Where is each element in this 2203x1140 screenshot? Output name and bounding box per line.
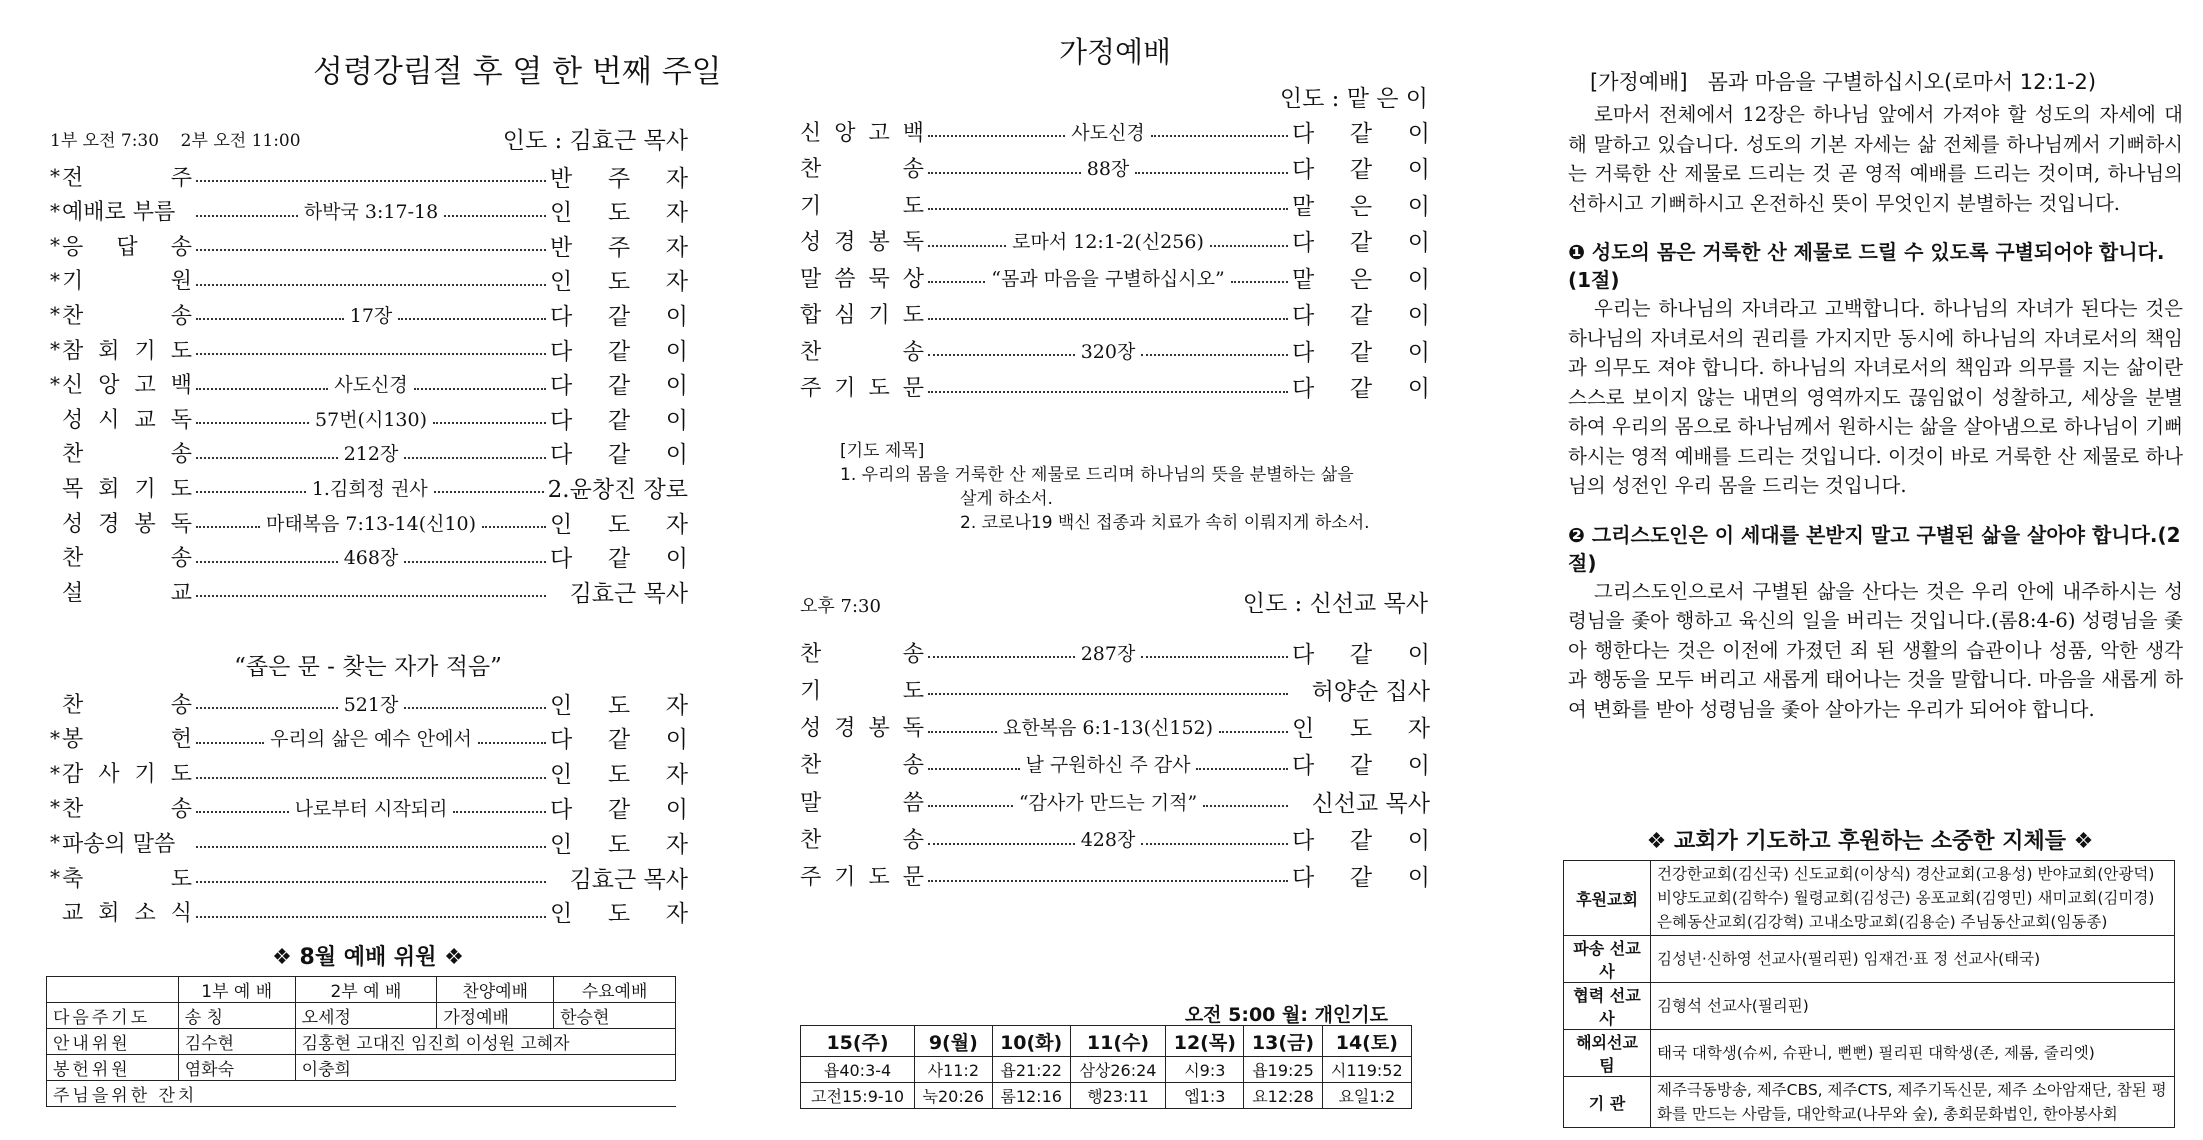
order-item-who: 인 도 자 <box>550 692 688 719</box>
reading-header <box>801 1026 1412 1057</box>
support-text: 김성년·신하영 선교사(필리핀) 임재건·표 정 선교사(태국) <box>1651 936 2175 983</box>
leader-dots <box>1135 172 1288 174</box>
leader-dots <box>196 249 546 251</box>
leader-dots <box>404 457 546 459</box>
order-item-name: 예배로 부름 <box>62 200 176 226</box>
committee-cell: 한승현 <box>554 1003 676 1029</box>
leader-dots <box>398 318 546 320</box>
order-row <box>800 859 1430 893</box>
reading-cell: 11(수) <box>1070 1026 1165 1057</box>
reading-cell: 욥19:25 <box>1244 1057 1322 1083</box>
order-row <box>48 263 688 297</box>
reading-cell: 12(목) <box>1166 1026 1244 1057</box>
order-item-name: 교 회 소 식 <box>62 901 192 927</box>
intro-paragraph: 로마서 전체에서 12장은 하나님 앞에서 가져야 할 성도의 자세에 대해 말하고 있습니다. 성도의 기본 자세는 삶 전체를 하나님께서 기뻐하시는 거룩한 산 제물로 드리는 것 곧 영적 예배를 드리는 것이며, 하나님의 선하시고 기뻐하시고 온전하신 뜻이 무엇인지 분별하는 것입니다. <box>1568 103 2183 215</box>
leader-dots <box>928 880 1288 882</box>
committee-cell: 2부 예 배 <box>295 977 437 1003</box>
order-row <box>48 860 688 894</box>
point-1-body: 우리는 하나님의 자녀라고 고백합니다. 하나님의 자녀가 된다는 것은 하나님의 자녀로서의 권리를 가지지만 동시에 하나님의 자녀로서의 책임과 의무도 져야 합니다. 하나님의 자녀로서의 책임과 의무를 지는 삶이란 스스로 보이지 않는 내면의 영역까지도 끊임없이 성찰하고, 세상을 분별하여 우리의 몸으로 하나님께서 원하시는 삶을 살아냄으로 하나님이 기뻐하시는 영적 예배를 드리는 것입니다. 이것이 바로 거룩한 산 제물로 하나님의 성전인 우리 몸을 드리는 것입니다. <box>1568 297 2183 497</box>
committee-cell: 이충희 <box>295 1055 675 1081</box>
required-mark: * <box>50 371 60 396</box>
required-mark: * <box>50 830 60 855</box>
order-item-who: 인 도 자 <box>550 511 689 538</box>
order-item-detail: 날 구원하신 주 감사 <box>1025 754 1191 777</box>
committee-cell: 봉헌위원 <box>47 1055 179 1081</box>
order-item-name: 합 심 기 도 <box>800 303 924 328</box>
order-row <box>48 436 688 470</box>
prayer-heading: [기도 제목] <box>840 441 925 461</box>
order-row <box>48 756 688 790</box>
service-times: 1부 오전 7:30 2부 오전 11:00 <box>50 131 301 151</box>
reading-cell: 엡1:3 <box>1166 1083 1244 1109</box>
order-row <box>48 297 688 331</box>
reading-cell: 눅20:26 <box>915 1083 993 1109</box>
leader-dots <box>196 491 306 493</box>
order-item-who: 신선교 목사 <box>1311 790 1430 817</box>
order-item-name: 응 답 송 <box>62 234 192 260</box>
order-item-detail: “감사가 만드는 기적” <box>1018 791 1198 814</box>
order-item-name: 목 회 기 도 <box>62 476 192 502</box>
order-item-detail: 사도신경 <box>1071 121 1145 144</box>
required-mark: * <box>50 198 60 223</box>
support-label: 기 관 <box>1564 1077 1651 1128</box>
order-item-who: 반 주 자 <box>550 165 688 192</box>
leader-dots <box>196 284 546 286</box>
order-row <box>800 635 1430 669</box>
order-row <box>800 747 1430 781</box>
committee-cell: 가정예배 <box>437 1003 554 1029</box>
order-item-name: 말 씀 <box>800 790 924 816</box>
leader-dots <box>928 245 1006 247</box>
meditation-heading <box>1590 66 2096 96</box>
order-item-who: 다 같 이 <box>1292 157 1430 183</box>
order-row <box>800 370 1430 404</box>
order-item-name: 찬 송 <box>800 339 924 365</box>
order-item-who: 허양순 집사 <box>1311 678 1430 705</box>
support-row <box>1564 1077 2175 1128</box>
leader-dots <box>196 422 309 424</box>
order-item-detail: 428장 <box>1080 829 1136 851</box>
order-item-name: 찬 송 <box>62 303 192 329</box>
leader-dots <box>928 391 1288 393</box>
order-row <box>800 784 1430 818</box>
order-item-name: 신 앙 고 백 <box>800 120 924 146</box>
leader-dots <box>928 731 997 733</box>
order-item-name: 찬 송 <box>62 692 192 718</box>
required-mark: * <box>50 267 60 292</box>
support-label: 파송 선교사 <box>1564 936 1651 983</box>
leader-dots <box>1141 354 1288 356</box>
order-row <box>800 333 1430 367</box>
committee-table <box>46 976 676 1107</box>
order-item-who: 다 같 이 <box>1292 120 1431 147</box>
committee-cell: 찬양예배 <box>437 977 554 1003</box>
support-row <box>1564 936 2175 983</box>
order-item-who: 인 도 자 <box>550 200 688 227</box>
prayer-item-2: 2. 코로나19 백신 접종과 치료가 속히 이뤄지게 하소서. <box>960 513 1370 533</box>
leader-dots <box>196 353 546 355</box>
order-item-who: 인 도 자 <box>550 762 688 789</box>
leader-dots <box>928 656 1075 658</box>
order-item-name: 신 앙 고 백 <box>62 373 192 399</box>
support-text: 태국 대학생(슈씨, 슈판니, 뻔뻔) 필리핀 대학생(존, 제롬, 줄리엣) <box>1651 1030 2175 1077</box>
order-item-name: 참 회 기 도 <box>62 338 192 364</box>
order-item-name: 찬 송 <box>800 828 924 853</box>
leader-dots <box>196 707 338 709</box>
order-item-who: 다 같 이 <box>1292 865 1430 892</box>
order-row <box>48 790 688 824</box>
leader-dots <box>434 491 544 493</box>
support-text: 김형석 선교사(필리핀) <box>1651 983 2175 1030</box>
leader-dots <box>1196 768 1288 770</box>
reading-cell: 욥21:22 <box>992 1057 1070 1083</box>
order-row <box>48 540 688 574</box>
order-item-who: 인 도 자 <box>550 901 688 928</box>
required-mark: * <box>50 233 60 258</box>
order-item-who: 다 같 이 <box>550 727 689 754</box>
order-item-who: 김효근 목사 <box>569 580 688 607</box>
leader-dots <box>928 354 1075 356</box>
order-item-detail: “몸과 마음을 구별하십시오” <box>991 267 1225 290</box>
order-item-name: 감 사 기 도 <box>62 762 192 788</box>
order-item-detail: 57번(시130) <box>315 408 427 431</box>
order-row <box>800 224 1430 258</box>
support-row <box>1564 861 2175 936</box>
order-item-detail: 521장 <box>343 693 399 716</box>
support-label: 후원교회 <box>1564 861 1651 936</box>
order-item-name: 찬 송 <box>800 157 924 182</box>
reading-cell: 시119:52 <box>1322 1057 1411 1083</box>
leader-dots <box>414 388 546 390</box>
leader-dots <box>433 422 546 424</box>
order-item-who: 다 같 이 <box>1292 230 1431 256</box>
evening-time: 오후 7:30 <box>800 596 881 617</box>
order-item-who: 다 같 이 <box>550 442 688 469</box>
committee-row <box>47 1055 676 1081</box>
order-item-who: 다 같 이 <box>1292 339 1430 366</box>
prayer-item-1: 1. 우리의 몸을 거룩한 산 제물로 드리며 하나님의 뜻을 분별하는 삶을 <box>840 465 1354 485</box>
leader-dots <box>196 388 328 390</box>
leader-dots <box>453 811 546 813</box>
order-row <box>48 332 688 366</box>
order-row <box>48 574 688 608</box>
order-item-who: 다 같 이 <box>550 546 688 573</box>
committee-cell: 김홍현 고대진 임진희 이성원 고혜자 <box>295 1029 675 1055</box>
order-item-detail: 마태복음 7:13-14(신10) <box>265 512 477 535</box>
order-item-name: 찬 송 <box>62 442 192 468</box>
order-item-name: 파송의 말씀 <box>62 831 176 857</box>
reading-cell: 10(화) <box>992 1026 1070 1057</box>
required-mark: * <box>50 725 60 750</box>
required-mark: * <box>50 760 60 785</box>
committee-cell: 1부 예 배 <box>178 977 295 1003</box>
order-item-detail: 287장 <box>1080 642 1136 665</box>
reading-cell: 삼상26:24 <box>1070 1057 1165 1083</box>
order-item-name: 기 원 <box>62 269 192 295</box>
order-row <box>48 686 688 720</box>
reading-cell: 13(금) <box>1244 1026 1322 1057</box>
committee-title: ❖ 8월 예배 위원 ❖ <box>272 945 464 970</box>
order-row <box>48 401 688 435</box>
leader-dots <box>196 742 264 744</box>
order-item-who: 다 같 이 <box>1292 303 1430 329</box>
order-item-name: 말 씀 묵 상 <box>800 266 924 292</box>
reading-cell: 14(토) <box>1322 1026 1411 1057</box>
order-item-who: 다 같 이 <box>550 303 688 330</box>
leader-dots <box>1141 843 1288 845</box>
point-2-heading: ❷ 그리스도인은 이 세대를 본받지 말고 구별된 삶을 살아야 합니다.(2절) <box>1568 522 2181 575</box>
committee-cell: 다음주기도 <box>47 1003 179 1029</box>
leader-dots <box>196 180 546 182</box>
order-item-name: 성 경 봉 독 <box>800 716 924 742</box>
committee-cell: 주님을위한 잔치 <box>47 1081 676 1107</box>
reading-table <box>800 1025 1412 1109</box>
committee-cell: 오세정 <box>295 1003 437 1029</box>
leader-dots <box>196 561 338 563</box>
support-row <box>1564 1030 2175 1077</box>
committee-row <box>47 1003 676 1029</box>
leader-dots <box>404 707 546 709</box>
committee-header <box>47 977 676 1003</box>
order-row <box>48 159 688 193</box>
leader-dots <box>196 318 344 320</box>
reading-cell: 요12:28 <box>1244 1083 1322 1109</box>
reading-cell: 고전15:9-10 <box>801 1083 915 1109</box>
order-item-who: 반 주 자 <box>550 234 688 261</box>
leader-dots <box>196 215 298 217</box>
leader-dots <box>1231 281 1288 283</box>
leader-dots <box>928 768 1020 770</box>
order-item-who: 다 같 이 <box>550 338 688 365</box>
leader-dots <box>1151 135 1288 137</box>
leader-dots <box>1141 656 1288 658</box>
point-2-body: 그리스도인으로서 구별된 삶을 산다는 것은 우리 안에 내주하시는 성령님을 좇아 행하고 육신의 일을 버리는 것입니다.(롬8:4-6) 성령님을 좇아 행한다는 것은 이전에 가졌던 죄 된 생활의 습관이나 성품, 악한 생각과 행동을 모두 버리고 새롭게 태어나는 것을 말합니다. 마음을 새롭게 하여 변화를 받아 성령님을 좇아 살아가는 우리가 되어야 합니다. <box>1568 579 2183 721</box>
leader-dots <box>928 805 1013 807</box>
order-item-name: 기 도 <box>800 193 924 219</box>
committee-cell: 송 칭 <box>178 1003 295 1029</box>
order-row <box>800 187 1430 221</box>
order-item-who: 맡 은 이 <box>1292 266 1430 293</box>
order-item-name: 성 경 봉 독 <box>62 511 192 537</box>
leader-dots <box>482 526 546 528</box>
order-row <box>48 895 688 929</box>
support-text: 건강한교회(김신국) 신도교회(이상식) 경산교회(고용성) 반야교회(안광덕) 비양도교회(김학수) 월령교회(김성근) 옹포교회(김영민) 새미교회(김미경) 은혜동산교회(김강혁) 고내소망교회(김용순) 주님동산교회(임동종) <box>1651 861 2175 936</box>
order-item-who: 김효근 목사 <box>569 866 688 893</box>
committee-cell: 염화숙 <box>178 1055 295 1081</box>
family-leader: 인도 : 맡 은 이 <box>1279 86 1428 112</box>
leader-dots <box>404 561 546 563</box>
committee-cell: 김수현 <box>178 1029 295 1055</box>
support-label: 협력 선교사 <box>1564 983 1651 1030</box>
order-row <box>800 672 1430 706</box>
order-item-detail: 320장 <box>1080 340 1136 363</box>
leader-dots <box>478 742 546 744</box>
order-row <box>48 367 688 401</box>
required-mark: * <box>50 795 60 820</box>
committee-cell: 수요예배 <box>554 977 676 1003</box>
reading-cell: 9(월) <box>915 1026 993 1057</box>
leader-dots <box>928 281 985 283</box>
order-item-name: 성 시 교 독 <box>62 407 192 433</box>
reading-cell: 15(주) <box>801 1026 915 1057</box>
order-item-who: 인 도 자 <box>1292 716 1431 743</box>
order-row <box>800 260 1430 294</box>
heading-text: 몸과 마음을 구별하십시오(로마서 12:1-2) <box>1707 70 2097 94</box>
order-item-detail: 나로부터 시작되리 <box>294 797 448 820</box>
support-text: 제주극동방송, 제주CBS, 제주CTS, 제주기독신문, 제주 소아암재단, 참된 평화를 만드는 사람들, 대안학교(나무와 숲), 총회문화법인, 한아봉사회 <box>1651 1077 2175 1128</box>
order-item-detail: 468장 <box>343 547 399 570</box>
order-item-name: 찬 송 <box>62 546 192 572</box>
support-label: 해외선교팀 <box>1564 1030 1651 1077</box>
support-row <box>1564 983 2175 1030</box>
order-item-who: 다 같 이 <box>550 796 688 823</box>
order-item-name: 설 교 <box>62 580 192 606</box>
order-row <box>800 297 1430 331</box>
order-row <box>800 710 1430 744</box>
leader-dots <box>928 693 1288 695</box>
order-item-name: 성 경 봉 독 <box>800 230 924 255</box>
committee-cell: 안내위원 <box>47 1029 179 1055</box>
order-item-detail: 17장 <box>349 304 393 327</box>
leader-dots <box>196 595 546 597</box>
order-item-who: 맡 은 이 <box>1292 193 1430 220</box>
reading-title: 오전 5:00 월: 개인기도 <box>1184 1004 1388 1026</box>
order-item-who: 다 같 이 <box>550 407 689 434</box>
leader-dots <box>928 318 1288 320</box>
leader-dots <box>444 215 546 217</box>
order-item-who: 다 같 이 <box>550 373 689 400</box>
support-table <box>1563 860 2175 1128</box>
leader-dots <box>1219 731 1288 733</box>
leader-dots <box>928 135 1065 137</box>
required-mark: * <box>50 337 60 361</box>
reading-cell: 롬12:16 <box>992 1083 1070 1109</box>
leader-dots <box>196 526 260 528</box>
reading-cell: 욥40:3-4 <box>801 1057 915 1083</box>
order-item-detail: 로마서 12:1-2(신256) <box>1012 231 1204 253</box>
order-item-name: 주 기 도 문 <box>800 865 924 891</box>
order-row <box>48 470 688 504</box>
order-row <box>800 114 1430 148</box>
committee-cell <box>47 977 179 1003</box>
order-row <box>48 194 688 228</box>
order-item-detail: 하박국 3:17-18 <box>303 201 439 224</box>
committee-row <box>47 1029 676 1055</box>
leader-dots <box>1210 245 1288 247</box>
prayer-item-1-cont: 살게 하소서. <box>960 489 1053 509</box>
reading-cell: 사11:2 <box>915 1057 993 1083</box>
order-item-detail: 1.김희정 권사 <box>311 477 428 500</box>
leader-dots <box>196 777 546 779</box>
order-row <box>48 825 688 859</box>
order-item-name: 봉 헌 <box>62 727 192 753</box>
order-item-name: 찬 송 <box>800 753 924 779</box>
sermon-title: “좁은 문 - 찾는 자가 적음” <box>234 654 502 680</box>
order-item-detail: 우리의 삶은 예수 안에서 <box>270 728 472 751</box>
order-item-name: 찬 송 <box>62 796 192 822</box>
order-item-detail: 212장 <box>343 443 399 466</box>
order-item-who: 다 같 이 <box>1292 753 1431 780</box>
order-row <box>800 822 1430 856</box>
order-item-who: 다 같 이 <box>1292 828 1430 854</box>
order-item-who: 다 같 이 <box>1292 641 1430 668</box>
reading-cell: 시9:3 <box>1166 1057 1244 1083</box>
order-row <box>48 721 688 755</box>
support-title: ❖ 교회가 기도하고 후원하는 소중한 지체들 ❖ <box>1646 829 2094 854</box>
leader-dots <box>928 172 1081 174</box>
leader-dots <box>1203 805 1288 807</box>
order-item-detail: 88장 <box>1086 158 1130 180</box>
order-item-name: 축 도 <box>62 866 192 892</box>
order-item-name: 전 주 <box>62 165 192 191</box>
leader-dots <box>928 843 1075 845</box>
leader-dots <box>196 457 338 459</box>
committee-row <box>47 1081 676 1107</box>
leader-dots <box>196 916 546 918</box>
order-row <box>48 505 688 539</box>
order-item-who: 인 도 자 <box>550 831 688 858</box>
order-item-name: 기 도 <box>800 678 924 704</box>
leader-dots <box>196 846 546 848</box>
order-item-name: 주 기 도 문 <box>800 376 924 401</box>
reading-cell: 행23:11 <box>1070 1083 1165 1109</box>
point-1-heading: ❶ 성도의 몸은 거룩한 산 제물로 드릴 수 있도록 구별되어야 합니다.(1절) <box>1568 240 2165 292</box>
required-mark: * <box>50 302 60 327</box>
order-row <box>48 228 688 262</box>
order-item-detail: 요한복음 6:1-13(신152) <box>1002 717 1214 740</box>
heading-tag: [가정예배] <box>1590 70 1688 94</box>
reading-row <box>801 1083 1412 1109</box>
order-item-who: 다 같 이 <box>1292 376 1430 402</box>
required-mark: * <box>50 164 60 188</box>
reading-cell: 요일1:2 <box>1322 1083 1411 1109</box>
reading-row <box>801 1057 1412 1083</box>
sunday-title: 성령강림절 후 열 한 번째 주일 <box>313 54 722 90</box>
required-mark: * <box>50 865 60 889</box>
order-row <box>800 151 1430 185</box>
order-item-name: 찬 송 <box>800 641 924 667</box>
order-item-who: 2.윤창진 장로 <box>547 476 688 503</box>
meditation-body <box>1568 100 2183 724</box>
evening-leader: 인도 : 신선교 목사 <box>1242 591 1428 617</box>
order-item-who: 인 도 자 <box>550 269 688 296</box>
leader-dots <box>196 881 546 883</box>
leader-dots <box>928 208 1288 210</box>
family-worship-title: 가정예배 <box>1058 35 1172 69</box>
leader-dots <box>196 811 289 813</box>
order-item-detail: 사도신경 <box>334 374 408 397</box>
sunday-leader: 인도 : 김효근 목사 <box>502 128 688 154</box>
